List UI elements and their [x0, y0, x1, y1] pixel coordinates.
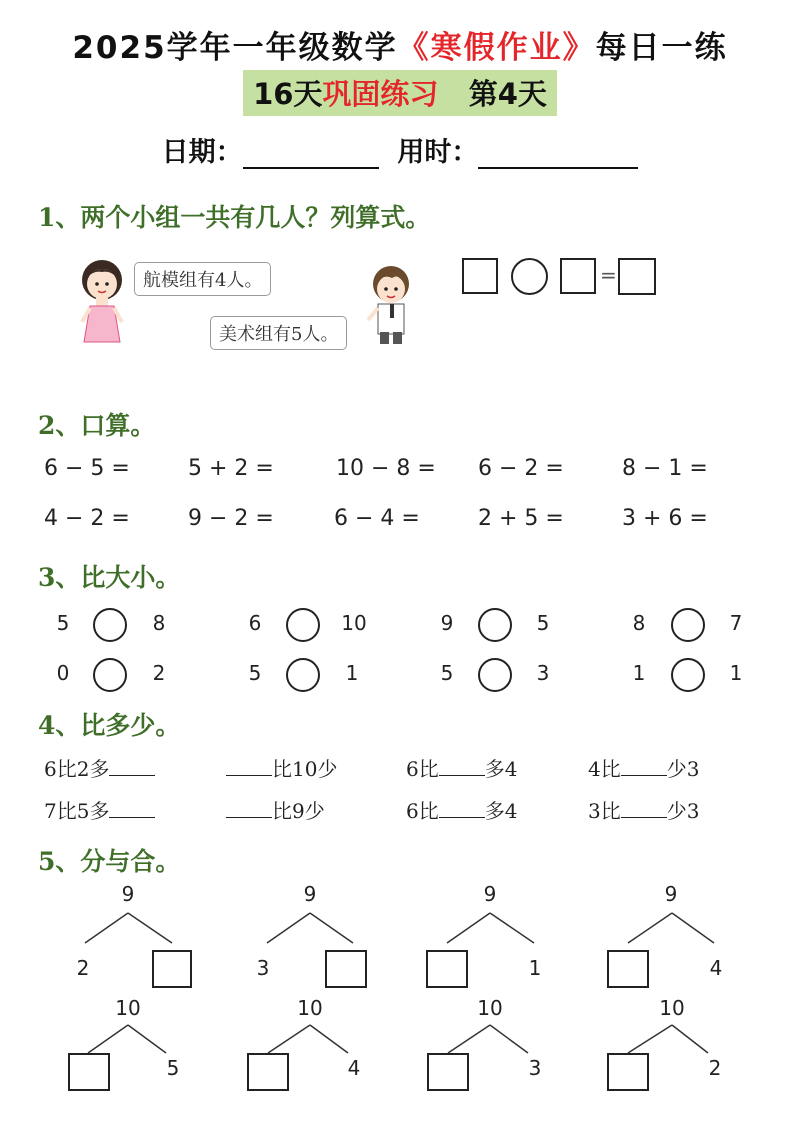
item-text: 少3 [666, 799, 700, 823]
compare-left: 0 [56, 661, 70, 685]
part-number: 3 [528, 1056, 542, 1080]
part-answer-box[interactable] [247, 1053, 289, 1091]
section-5-title: 5、分与合。 [38, 847, 181, 876]
mental-math-item: 3 + 6 = [622, 506, 708, 531]
title-prefix: 2025学年一年级数学 [72, 30, 398, 66]
compare-right: 1 [729, 661, 743, 685]
part-number: 2 [708, 1056, 722, 1080]
time-label: 用时： [397, 137, 479, 168]
subtitle-days: 16天 [253, 77, 323, 111]
whole-number: 9 [303, 882, 317, 906]
compare-right: 5 [536, 611, 550, 635]
part-number: 1 [528, 956, 542, 980]
whole-number: 9 [121, 882, 135, 906]
part-answer-box[interactable] [607, 1053, 649, 1091]
item-text: 少3 [666, 757, 700, 781]
part-number: 5 [166, 1056, 180, 1080]
branch-line [628, 1025, 672, 1053]
subtitle-day-number: 第4天 [468, 77, 547, 111]
mental-math-item: 9 − 2 = [188, 506, 274, 531]
whole-number: 10 [659, 996, 685, 1020]
branch-line [310, 913, 353, 943]
compare-left: 5 [440, 661, 454, 685]
compare-left: 5 [248, 661, 262, 685]
branch-line [490, 1025, 528, 1053]
item-text: 7比5多 [44, 799, 110, 823]
whole-number: 9 [483, 882, 497, 906]
compare-right: 10 [341, 611, 367, 635]
boy-speech-bubble: 美术组有5人。 [210, 316, 347, 350]
item-text: 比9少 [272, 799, 325, 823]
whole-number: 9 [664, 882, 678, 906]
compare-right: 3 [536, 661, 550, 685]
compare-right: 8 [152, 611, 166, 635]
item-text: 多4 [484, 757, 518, 781]
branch-line [310, 1025, 348, 1053]
mental-math-item: 6 − 2 = [478, 456, 564, 481]
branch-line [672, 1025, 708, 1053]
branch-line [628, 913, 672, 943]
part-answer-box[interactable] [426, 950, 468, 988]
item-text: 比10少 [272, 757, 338, 781]
item-text: 4比 [588, 757, 621, 781]
compare-left: 6 [248, 611, 262, 635]
part-answer-box[interactable] [68, 1053, 110, 1091]
title-highlight: 《寒假作业》 [397, 30, 596, 66]
section-2-title: 2、口算。 [38, 411, 156, 440]
compare-left: 1 [632, 661, 646, 685]
item-text: 多4 [484, 799, 518, 823]
mental-math-item: 6 − 4 = [334, 506, 420, 531]
section-4-title: 4、比多少。 [38, 711, 181, 740]
compare-left: 9 [440, 611, 454, 635]
branch-line [128, 913, 172, 943]
date-label: 日期： [161, 137, 243, 168]
branch-line [128, 1025, 166, 1053]
whole-number: 10 [115, 996, 141, 1020]
compare-right: 1 [345, 661, 359, 685]
part-number: 4 [709, 956, 723, 980]
section-1-title: 1、两个小组一共有几人？列算式。 [38, 203, 431, 232]
branch-line [88, 1025, 128, 1053]
branch-line [490, 913, 534, 943]
item-text: 6比2多 [44, 757, 110, 781]
whole-number: 10 [477, 996, 503, 1020]
mental-math-item: 5 + 2 = [188, 456, 274, 481]
compare-left: 8 [632, 611, 646, 635]
compare-left: 5 [56, 611, 70, 635]
branch-line [267, 913, 310, 943]
mental-math-item: 4 − 2 = [44, 506, 130, 531]
item-text: 6比 [406, 799, 439, 823]
title-suffix: 每日一练 [595, 30, 728, 66]
mental-math-item: 6 − 5 = [44, 456, 130, 481]
compare-right: 2 [152, 661, 166, 685]
part-answer-box[interactable] [427, 1053, 469, 1091]
branch-line [672, 913, 714, 943]
item-text: 6比 [406, 757, 439, 781]
mental-math-item: 8 − 1 = [622, 456, 708, 481]
girl-speech-bubble: 航模组有4人。 [134, 262, 271, 296]
equals-sign: = [600, 263, 617, 287]
compare-right: 7 [729, 611, 743, 635]
part-number: 4 [347, 1056, 361, 1080]
section-3-title: 3、比大小。 [38, 563, 181, 592]
subtitle-practice: 巩固练习 [322, 77, 439, 111]
mental-math-item: 10 − 8 = [336, 456, 436, 481]
branch-line [447, 913, 490, 943]
part-number: 3 [256, 956, 270, 980]
mental-math-item: 2 + 5 = [478, 506, 564, 531]
item-text: 3比 [588, 799, 621, 823]
part-answer-box[interactable] [607, 950, 649, 988]
whole-number: 10 [297, 996, 323, 1020]
part-answer-box[interactable] [325, 950, 367, 988]
part-number: 2 [76, 956, 90, 980]
branch-line [448, 1025, 490, 1053]
branch-line [268, 1025, 310, 1053]
part-answer-box[interactable] [152, 950, 192, 988]
branch-line [85, 913, 128, 943]
